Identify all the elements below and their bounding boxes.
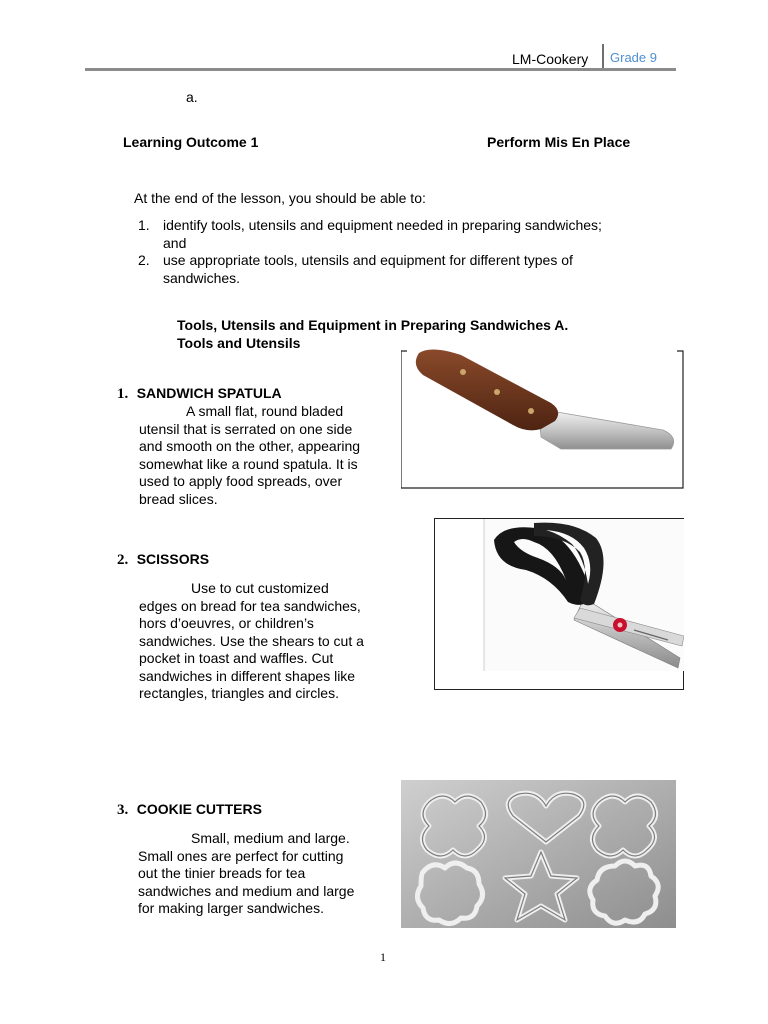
description-line: for making larger sandwiches. <box>138 900 324 916</box>
objective-number: 2. <box>138 252 150 268</box>
objective-text-continued: and <box>163 234 187 251</box>
description-line: Small ones are perfect for cutting <box>138 847 344 864</box>
item-heading <box>117 801 262 819</box>
item-heading <box>117 551 209 569</box>
description-line: somewhat like a round spatula. It is <box>139 455 358 472</box>
item-description <box>139 580 409 703</box>
section-heading-line: Tools, Utensils and Equipment in Preparing Sandwiches A. <box>177 317 569 333</box>
document-header-title: LM-Cookery <box>512 51 589 67</box>
objective-number: 1. <box>138 217 150 233</box>
description-line: sandwiches in different shapes like <box>139 667 356 684</box>
item-number: 3. <box>117 802 129 818</box>
objective-item <box>138 252 658 287</box>
item-heading <box>117 385 282 403</box>
item-number: 1. <box>117 386 129 402</box>
intro-text: At the end of the lesson, you should be able to: <box>134 190 426 206</box>
objective-text: identify tools, utensils and equipment needed in preparing sandwiches; <box>163 217 602 233</box>
learning-outcome-title: Perform Mis En Place <box>487 134 631 150</box>
item-title: SCISSORS <box>136 551 210 567</box>
objective-item <box>138 217 658 252</box>
learning-outcome-label: Learning Outcome 1 <box>123 134 259 150</box>
description-line: used to apply food spreads, over <box>139 473 343 489</box>
item-marker: a. <box>186 89 198 105</box>
description-line: pocket in toast and waffles. Cut <box>139 650 334 666</box>
item-description <box>138 830 398 918</box>
description-line: edges on bread for tea sandwiches, <box>139 597 361 614</box>
item-number: 2. <box>117 552 129 568</box>
objective-text: use appropriate tools, utensils and equipment for different types of <box>163 252 573 268</box>
spatula-image <box>401 345 684 489</box>
description-line: sandwiches. Use the shears to cut a <box>139 632 364 649</box>
description-line: out the tinier breads for tea <box>138 865 306 881</box>
description-line: A small flat, round bladed <box>186 403 344 419</box>
objective-text-continued: sandwiches. <box>163 269 241 286</box>
page-number: 1 <box>380 950 386 964</box>
header-separator <box>602 44 604 70</box>
item-description <box>139 403 399 508</box>
description-line: Small, medium and large. <box>191 830 350 846</box>
item-title: COOKIE CUTTERS <box>136 801 262 817</box>
cookie-cutters-image-frame <box>401 780 676 928</box>
objectives-list <box>138 217 658 287</box>
description-line: Use to cut customized <box>191 580 329 596</box>
section-heading-line: Tools and Utensils <box>177 335 301 351</box>
grade-label: Grade 9 <box>610 50 657 65</box>
spatula-image-frame <box>401 345 684 489</box>
item-title: SANDWICH SPATULA <box>136 385 282 401</box>
description-line: and smooth on the other, appearing <box>139 438 361 454</box>
description-line: rectangles, triangles and circles. <box>139 685 339 701</box>
scissors-image <box>434 518 684 690</box>
description-line: sandwiches and medium and large <box>138 882 355 899</box>
cookie-cutters-image <box>401 780 676 928</box>
description-line: utensil that is serrated on one side <box>139 420 353 437</box>
header-rule <box>85 68 676 71</box>
description-line: bread slices. <box>139 490 218 507</box>
scissors-image-frame <box>434 518 684 690</box>
description-line: hors d’oeuvres, or children’s <box>139 615 314 631</box>
